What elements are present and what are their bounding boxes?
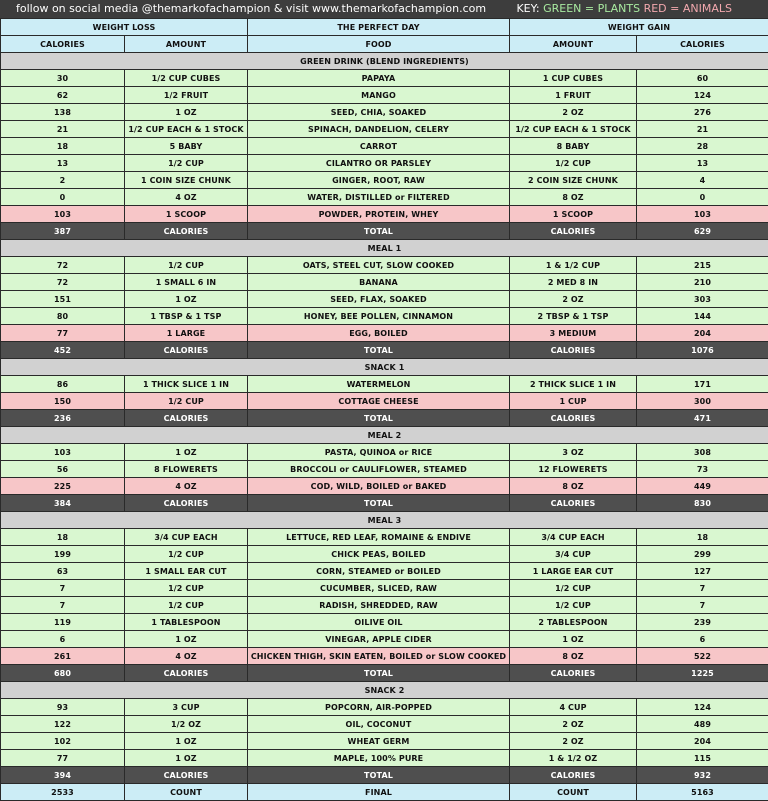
loss-calories-cell: 18 xyxy=(1,529,125,546)
food-row-plant xyxy=(1,189,768,206)
gain-calories-cell: 522 xyxy=(637,648,768,665)
section-title: MEAL 1 xyxy=(1,240,768,257)
gain-amount-cell: 1 CUP xyxy=(510,393,637,410)
gain-amount-cell: CALORIES xyxy=(510,665,637,682)
food-row-plant xyxy=(1,444,768,461)
food-row-plant xyxy=(1,172,768,189)
loss-calories-cell: 56 xyxy=(1,461,125,478)
gain-amount-cell: 2 OZ xyxy=(510,104,637,121)
gain-amount-cell: 2 OZ xyxy=(510,716,637,733)
food-row-plant xyxy=(1,597,768,614)
food-row-plant xyxy=(1,87,768,104)
loss-amount-cell: 1/2 CUP xyxy=(125,597,248,614)
section-title: MEAL 2 xyxy=(1,427,768,444)
gain-calories-cell: 73 xyxy=(637,461,768,478)
food-row-animal xyxy=(1,393,768,410)
gain-amount-cell: 1/2 CUP EACH & 1 STOCK xyxy=(510,121,637,138)
food-row-plant xyxy=(1,70,768,87)
gain-amount-cell: 8 OZ xyxy=(510,648,637,665)
loss-amount-cell: 1/2 CUP xyxy=(125,546,248,563)
loss-calories-cell: 7 xyxy=(1,580,125,597)
gain-calories-cell: 144 xyxy=(637,308,768,325)
food-cell: FINAL xyxy=(248,784,510,801)
loss-calories-cell: 80 xyxy=(1,308,125,325)
gain-amount-cell: 2 THICK SLICE 1 IN xyxy=(510,376,637,393)
meal-plan-table xyxy=(0,18,768,801)
loss-calories-cell: 680 xyxy=(1,665,125,682)
gain-amount-cell: 1 LARGE EAR CUT xyxy=(510,563,637,580)
food-row-animal xyxy=(1,648,768,665)
food-cell: MANGO xyxy=(248,87,510,104)
col-header-loss-amount: AMOUNT xyxy=(125,36,248,53)
food-row-plant xyxy=(1,104,768,121)
section-header-row xyxy=(1,427,768,444)
gain-calories-cell: 204 xyxy=(637,325,768,342)
food-row-plant xyxy=(1,308,768,325)
loss-amount-cell: 1/2 CUP xyxy=(125,257,248,274)
food-row-plant xyxy=(1,614,768,631)
gain-calories-cell: 5163 xyxy=(637,784,768,801)
loss-amount-cell: 1 SMALL EAR CUT xyxy=(125,563,248,580)
food-row-plant xyxy=(1,121,768,138)
loss-amount-cell: 3 CUP xyxy=(125,699,248,716)
gain-calories-cell: 471 xyxy=(637,410,768,427)
gain-amount-cell: 2 TBSP & 1 TSP xyxy=(510,308,637,325)
loss-calories-cell: 2 xyxy=(1,172,125,189)
section-title: GREEN DRINK (BLEND INGREDIENTS) xyxy=(1,53,768,70)
food-row-plant xyxy=(1,257,768,274)
loss-amount-cell: 1/2 CUP EACH & 1 STOCK xyxy=(125,121,248,138)
food-cell: TOTAL xyxy=(248,767,510,784)
loss-amount-cell: COUNT xyxy=(125,784,248,801)
section-header-row xyxy=(1,359,768,376)
food-cell: PAPAYA xyxy=(248,70,510,87)
gain-calories-cell: 932 xyxy=(637,767,768,784)
gain-amount-cell: 2 TABLESPOON xyxy=(510,614,637,631)
gain-amount-cell: 1 OZ xyxy=(510,631,637,648)
food-cell: TOTAL xyxy=(248,410,510,427)
food-cell: WATER, DISTILLED or FILTERED xyxy=(248,189,510,206)
gain-amount-cell: CALORIES xyxy=(510,410,637,427)
loss-calories-cell: 0 xyxy=(1,189,125,206)
loss-calories-cell: 387 xyxy=(1,223,125,240)
gain-calories-cell: 18 xyxy=(637,529,768,546)
gain-amount-cell: 3 MEDIUM xyxy=(510,325,637,342)
loss-amount-cell: 1 TBSP & 1 TSP xyxy=(125,308,248,325)
gain-calories-cell: 7 xyxy=(637,580,768,597)
final-row xyxy=(1,784,768,801)
loss-amount-cell: 1 OZ xyxy=(125,733,248,750)
col-header-gain-amount: AMOUNT xyxy=(510,36,637,53)
gain-calories-cell: 308 xyxy=(637,444,768,461)
gain-calories-cell: 300 xyxy=(637,393,768,410)
loss-amount-cell: CALORIES xyxy=(125,495,248,512)
food-row-plant xyxy=(1,461,768,478)
follow-text: follow on social media @themarkofachampion & visit www.themarkofachampion.com xyxy=(16,0,486,18)
gain-amount-cell: 8 OZ xyxy=(510,189,637,206)
total-row xyxy=(1,495,768,512)
gain-amount-cell: 8 OZ xyxy=(510,478,637,495)
loss-calories-cell: 62 xyxy=(1,87,125,104)
loss-calories-cell: 63 xyxy=(1,563,125,580)
food-cell: BROCCOLI or CAULIFLOWER, STEAMED xyxy=(248,461,510,478)
food-cell: SEED, CHIA, SOAKED xyxy=(248,104,510,121)
gain-amount-cell: CALORIES xyxy=(510,342,637,359)
gain-amount-cell: 1/2 CUP xyxy=(510,597,637,614)
food-cell: CHICKEN THIGH, SKIN EATEN, BOILED or SLOW COOKED xyxy=(248,648,510,665)
column-header-row xyxy=(1,36,768,53)
loss-calories-cell: 150 xyxy=(1,393,125,410)
total-row xyxy=(1,767,768,784)
gain-calories-cell: 28 xyxy=(637,138,768,155)
gain-amount-cell: CALORIES xyxy=(510,223,637,240)
food-cell: RADISH, SHREDDED, RAW xyxy=(248,597,510,614)
gain-amount-cell: 12 FLOWERETS xyxy=(510,461,637,478)
gain-calories-cell: 124 xyxy=(637,699,768,716)
top-banner xyxy=(0,0,768,18)
food-cell: COTTAGE CHEESE xyxy=(248,393,510,410)
gain-amount-cell: 2 MED 8 IN xyxy=(510,274,637,291)
food-row-plant xyxy=(1,291,768,308)
loss-calories-cell: 199 xyxy=(1,546,125,563)
total-row xyxy=(1,223,768,240)
gain-calories-cell: 1225 xyxy=(637,665,768,682)
gain-calories-cell: 4 xyxy=(637,172,768,189)
gain-calories-cell: 303 xyxy=(637,291,768,308)
loss-amount-cell: 4 OZ xyxy=(125,189,248,206)
loss-amount-cell: 8 FLOWERETS xyxy=(125,461,248,478)
food-cell: GINGER, ROOT, RAW xyxy=(248,172,510,189)
gain-amount-cell: 2 OZ xyxy=(510,733,637,750)
gain-amount-cell: 1 & 1/2 CUP xyxy=(510,257,637,274)
loss-amount-cell: 1/2 CUP xyxy=(125,580,248,597)
col-header-gain-calories: CALORIES xyxy=(637,36,768,53)
loss-calories-cell: 261 xyxy=(1,648,125,665)
food-cell: POWDER, PROTEIN, WHEY xyxy=(248,206,510,223)
food-row-plant xyxy=(1,580,768,597)
gain-calories-cell: 6 xyxy=(637,631,768,648)
food-row-plant xyxy=(1,750,768,767)
loss-amount-cell: 1 OZ xyxy=(125,104,248,121)
loss-calories-cell: 394 xyxy=(1,767,125,784)
food-cell: LETTUCE, RED LEAF, ROMAINE & ENDIVE xyxy=(248,529,510,546)
gain-amount-cell: 1 SCOOP xyxy=(510,206,637,223)
loss-amount-cell: 3/4 CUP EACH xyxy=(125,529,248,546)
color-key xyxy=(516,0,732,18)
gain-amount-cell: 1 & 1/2 OZ xyxy=(510,750,637,767)
loss-calories-cell: 103 xyxy=(1,206,125,223)
gain-calories-cell: 204 xyxy=(637,733,768,750)
loss-amount-cell: 1 SCOOP xyxy=(125,206,248,223)
food-cell: CILANTRO OR PARSLEY xyxy=(248,155,510,172)
loss-calories-cell: 225 xyxy=(1,478,125,495)
loss-amount-cell: CALORIES xyxy=(125,342,248,359)
gain-calories-cell: 60 xyxy=(637,70,768,87)
food-row-plant xyxy=(1,529,768,546)
food-row-plant xyxy=(1,716,768,733)
food-row-animal xyxy=(1,325,768,342)
col-header-food: FOOD xyxy=(248,36,510,53)
loss-calories-cell: 138 xyxy=(1,104,125,121)
food-cell: SPINACH, DANDELION, CELERY xyxy=(248,121,510,138)
food-row-animal xyxy=(1,478,768,495)
loss-amount-cell: CALORIES xyxy=(125,410,248,427)
loss-calories-cell: 2533 xyxy=(1,784,125,801)
gain-calories-cell: 276 xyxy=(637,104,768,121)
section-header-row xyxy=(1,512,768,529)
loss-amount-cell: 4 OZ xyxy=(125,648,248,665)
loss-calories-cell: 77 xyxy=(1,750,125,767)
loss-calories-cell: 7 xyxy=(1,597,125,614)
gain-amount-cell: 3 OZ xyxy=(510,444,637,461)
section-header-row xyxy=(1,682,768,699)
col-header-loss-calories: CALORIES xyxy=(1,36,125,53)
loss-amount-cell: CALORIES xyxy=(125,665,248,682)
food-row-plant xyxy=(1,733,768,750)
key-red: RED = ANIMALS xyxy=(644,2,732,15)
gain-amount-cell: 8 BABY xyxy=(510,138,637,155)
loss-amount-cell: 1 COIN SIZE CHUNK xyxy=(125,172,248,189)
loss-amount-cell: 1 THICK SLICE 1 IN xyxy=(125,376,248,393)
food-cell: CARROT xyxy=(248,138,510,155)
section-header-row xyxy=(1,53,768,70)
gain-amount-cell: 1/2 CUP xyxy=(510,580,637,597)
gain-calories-cell: 171 xyxy=(637,376,768,393)
loss-amount-cell: 1 OZ xyxy=(125,291,248,308)
total-row xyxy=(1,342,768,359)
key-green: GREEN = PLANTS xyxy=(543,2,640,15)
section-title: SNACK 2 xyxy=(1,682,768,699)
gain-calories-cell: 239 xyxy=(637,614,768,631)
loss-amount-cell: 1 OZ xyxy=(125,444,248,461)
loss-calories-cell: 21 xyxy=(1,121,125,138)
gain-calories-cell: 115 xyxy=(637,750,768,767)
loss-calories-cell: 6 xyxy=(1,631,125,648)
weight-gain-header: WEIGHT GAIN xyxy=(510,19,768,36)
gain-calories-cell: 13 xyxy=(637,155,768,172)
food-cell: CHICK PEAS, BOILED xyxy=(248,546,510,563)
gain-calories-cell: 21 xyxy=(637,121,768,138)
gain-amount-cell: 2 COIN SIZE CHUNK xyxy=(510,172,637,189)
section-title: MEAL 3 xyxy=(1,512,768,529)
gain-amount-cell: 3/4 CUP EACH xyxy=(510,529,637,546)
loss-amount-cell: 1 LARGE xyxy=(125,325,248,342)
loss-amount-cell: 1/2 FRUIT xyxy=(125,87,248,104)
gain-calories-cell: 830 xyxy=(637,495,768,512)
gain-calories-cell: 489 xyxy=(637,716,768,733)
key-label: KEY: xyxy=(516,2,539,15)
loss-amount-cell: 1/2 CUP xyxy=(125,155,248,172)
food-cell: TOTAL xyxy=(248,665,510,682)
gain-amount-cell: 2 OZ xyxy=(510,291,637,308)
loss-calories-cell: 86 xyxy=(1,376,125,393)
gain-calories-cell: 629 xyxy=(637,223,768,240)
gain-calories-cell: 0 xyxy=(637,189,768,206)
group-header-row xyxy=(1,19,768,36)
loss-calories-cell: 93 xyxy=(1,699,125,716)
gain-amount-cell: 1 CUP CUBES xyxy=(510,70,637,87)
food-cell: CORN, STEAMED or BOILED xyxy=(248,563,510,580)
loss-calories-cell: 72 xyxy=(1,274,125,291)
gain-calories-cell: 1076 xyxy=(637,342,768,359)
food-row-plant xyxy=(1,376,768,393)
food-cell: OIL, COCONUT xyxy=(248,716,510,733)
loss-amount-cell: 1 SMALL 6 IN xyxy=(125,274,248,291)
food-row-animal xyxy=(1,206,768,223)
gain-calories-cell: 103 xyxy=(637,206,768,223)
loss-calories-cell: 151 xyxy=(1,291,125,308)
food-row-plant xyxy=(1,563,768,580)
food-row-plant xyxy=(1,138,768,155)
food-cell: SEED, FLAX, SOAKED xyxy=(248,291,510,308)
food-row-plant xyxy=(1,274,768,291)
food-cell: MAPLE, 100% PURE xyxy=(248,750,510,767)
loss-calories-cell: 72 xyxy=(1,257,125,274)
food-cell: TOTAL xyxy=(248,495,510,512)
food-cell: BANANA xyxy=(248,274,510,291)
food-cell: OATS, STEEL CUT, SLOW COOKED xyxy=(248,257,510,274)
food-cell: VINEGAR, APPLE CIDER xyxy=(248,631,510,648)
loss-calories-cell: 119 xyxy=(1,614,125,631)
loss-amount-cell: 5 BABY xyxy=(125,138,248,155)
loss-calories-cell: 452 xyxy=(1,342,125,359)
loss-calories-cell: 384 xyxy=(1,495,125,512)
total-row xyxy=(1,410,768,427)
perfect-day-header: THE PERFECT DAY xyxy=(248,19,510,36)
gain-amount-cell: 1/2 CUP xyxy=(510,155,637,172)
gain-calories-cell: 215 xyxy=(637,257,768,274)
gain-calories-cell: 124 xyxy=(637,87,768,104)
loss-calories-cell: 122 xyxy=(1,716,125,733)
loss-calories-cell: 30 xyxy=(1,70,125,87)
food-cell: COD, WILD, BOILED or BAKED xyxy=(248,478,510,495)
loss-calories-cell: 13 xyxy=(1,155,125,172)
loss-amount-cell: 1/2 CUP CUBES xyxy=(125,70,248,87)
food-row-plant xyxy=(1,155,768,172)
loss-amount-cell: 1 TABLESPOON xyxy=(125,614,248,631)
food-cell: OILIVE OIL xyxy=(248,614,510,631)
gain-amount-cell: 1 FRUIT xyxy=(510,87,637,104)
food-cell: WATERMELON xyxy=(248,376,510,393)
gain-amount-cell: CALORIES xyxy=(510,767,637,784)
gain-amount-cell: COUNT xyxy=(510,784,637,801)
gain-amount-cell: 4 CUP xyxy=(510,699,637,716)
food-cell: HONEY, BEE POLLEN, CINNAMON xyxy=(248,308,510,325)
loss-amount-cell: 1/2 CUP xyxy=(125,393,248,410)
loss-calories-cell: 77 xyxy=(1,325,125,342)
loss-amount-cell: CALORIES xyxy=(125,223,248,240)
food-cell: TOTAL xyxy=(248,342,510,359)
total-row xyxy=(1,665,768,682)
loss-calories-cell: 103 xyxy=(1,444,125,461)
section-header-row xyxy=(1,240,768,257)
food-cell: EGG, BOILED xyxy=(248,325,510,342)
loss-amount-cell: 1 OZ xyxy=(125,750,248,767)
gain-amount-cell: CALORIES xyxy=(510,495,637,512)
food-row-plant xyxy=(1,631,768,648)
loss-amount-cell: 1/2 OZ xyxy=(125,716,248,733)
loss-amount-cell: 4 OZ xyxy=(125,478,248,495)
food-row-plant xyxy=(1,699,768,716)
weight-loss-header: WEIGHT LOSS xyxy=(1,19,248,36)
food-cell: CUCUMBER, SLICED, RAW xyxy=(248,580,510,597)
loss-calories-cell: 236 xyxy=(1,410,125,427)
section-title: SNACK 1 xyxy=(1,359,768,376)
gain-calories-cell: 449 xyxy=(637,478,768,495)
food-row-plant xyxy=(1,546,768,563)
food-cell: TOTAL xyxy=(248,223,510,240)
gain-calories-cell: 299 xyxy=(637,546,768,563)
loss-calories-cell: 102 xyxy=(1,733,125,750)
food-cell: POPCORN, AIR-POPPED xyxy=(248,699,510,716)
gain-calories-cell: 210 xyxy=(637,274,768,291)
loss-amount-cell: 1 OZ xyxy=(125,631,248,648)
food-cell: WHEAT GERM xyxy=(248,733,510,750)
food-cell: PASTA, QUINOA or RICE xyxy=(248,444,510,461)
loss-amount-cell: CALORIES xyxy=(125,767,248,784)
gain-calories-cell: 7 xyxy=(637,597,768,614)
gain-calories-cell: 127 xyxy=(637,563,768,580)
gain-amount-cell: 3/4 CUP xyxy=(510,546,637,563)
loss-calories-cell: 18 xyxy=(1,138,125,155)
